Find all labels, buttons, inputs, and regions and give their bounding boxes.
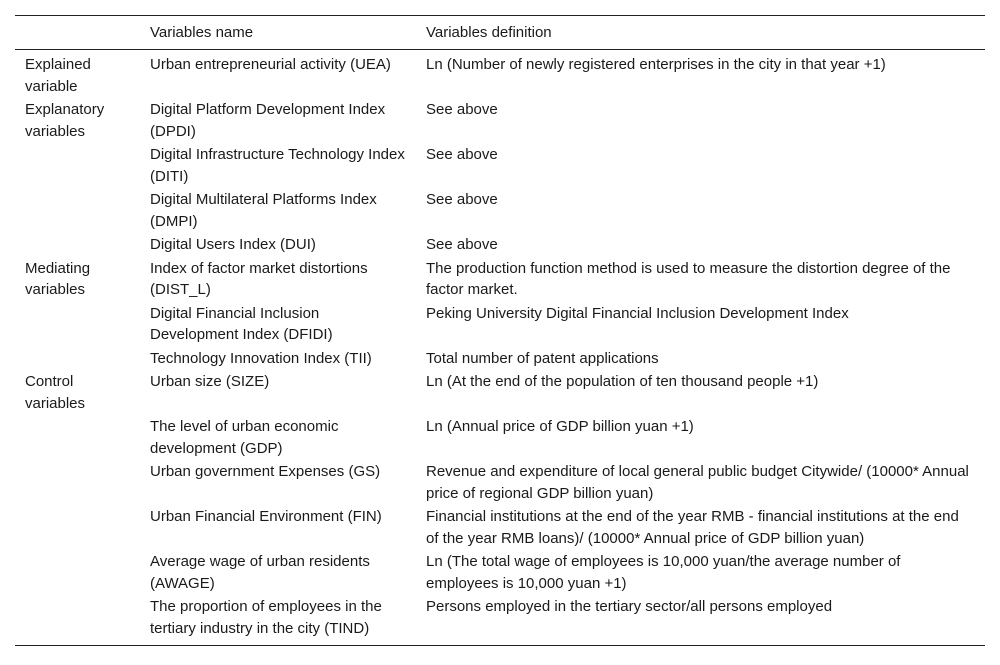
table-row [15, 50, 985, 99]
variable-name-cell: The proportion of employees in the tertiary industry in the city (TIND) [140, 595, 416, 646]
table-row [15, 257, 985, 302]
variable-definition-cell: The production function method is used to measure the distortion degree of the factor market. [426, 259, 951, 298]
category-cell [15, 595, 140, 646]
variable-name-cell: Average wage of urban residents (AWAGE) [150, 553, 370, 592]
header-variables-name: Variables name [140, 16, 416, 50]
variables-table-container [15, 15, 985, 646]
table-header-row [15, 16, 985, 50]
category-cell: Explanatory variables [25, 101, 105, 140]
table-row [15, 143, 985, 188]
category-cell [15, 505, 140, 550]
variable-definition-cell: Ln (At the end of the population of ten thousand people +1) [426, 373, 819, 390]
category-cell: Mediating variables [25, 259, 91, 298]
variable-name-cell: Digital Users Index (DUI) [150, 236, 316, 253]
table-row [15, 595, 985, 646]
table-row [15, 550, 985, 595]
variable-definition-cell: Peking University Digital Financial Inclusion Development Index [426, 304, 849, 322]
variable-name-cell: Urban entrepreneurial activity (UEA) [150, 56, 391, 73]
variable-definition-cell: See above [426, 101, 498, 118]
category-cell [15, 550, 140, 595]
variable-definition-cell: Financial institutions at the end of the year RMB - financial institutions at the end of the year RMB loans)/ (10000* Annual price of GDP billion yuan) [426, 508, 959, 547]
table-row [15, 415, 985, 460]
table-body [15, 50, 985, 646]
variable-definition-cell: Total number of patent applications [426, 349, 659, 367]
category-cell: Control variables [25, 373, 86, 412]
variable-definition-cell: Ln (The total wage of employees is 10,000 yuan/the average number of employees is 10,000 yuan +1) [426, 553, 901, 592]
table-row [15, 233, 985, 257]
table-row [15, 98, 985, 143]
variable-definition-cell: Ln (Annual price of GDP billion yuan +1) [426, 418, 694, 435]
variable-name-cell: The level of urban economic development (GDP) [150, 418, 339, 457]
variable-name-cell: Digital Platform Development Index (DPDI) [150, 101, 386, 140]
variable-name-cell: Technology Innovation Index (TII) [150, 349, 372, 367]
variable-definition-cell: See above [426, 146, 498, 163]
category-cell [15, 188, 140, 233]
variable-definition-cell: Persons employed in the tertiary sector/all persons employed [416, 595, 985, 646]
category-cell [15, 347, 140, 371]
category-cell: Explained variable [25, 56, 91, 95]
variable-name-cell: Index of factor market distortions (DIST_L) [150, 259, 368, 298]
table-row [15, 188, 985, 233]
variable-name-cell: Urban government Expenses (GS) [150, 463, 381, 480]
variable-name-cell: Urban size (SIZE) [150, 373, 270, 390]
category-cell [15, 302, 140, 347]
category-cell [15, 415, 140, 460]
variables-table [15, 15, 985, 646]
variable-name-cell: Digital Multilateral Platforms Index (DMPI) [150, 191, 377, 230]
variable-definition-cell: See above [426, 191, 498, 208]
variable-name-cell: Urban Financial Environment (FIN) [150, 508, 382, 525]
header-category [15, 16, 140, 50]
table-row [15, 302, 985, 347]
header-variables-definition: Variables definition [416, 16, 985, 50]
variable-name-cell: Digital Infrastructure Technology Index (DITI) [150, 146, 405, 185]
variable-definition-cell: Ln (Number of newly registered enterprises in the city in that year +1) [426, 56, 886, 73]
table-row [15, 505, 985, 550]
table-row [15, 347, 985, 371]
category-cell [15, 233, 140, 257]
table-row [15, 370, 985, 415]
category-cell [15, 143, 140, 188]
category-cell [15, 460, 140, 505]
variable-definition-cell: See above [426, 236, 498, 253]
table-row [15, 460, 985, 505]
variable-definition-cell: Revenue and expenditure of local general public budget Citywide/ (10000* Annual price of regional GDP billion yuan) [426, 463, 969, 502]
variable-name-cell: Digital Financial Inclusion Development Index (DFIDI) [150, 304, 333, 343]
